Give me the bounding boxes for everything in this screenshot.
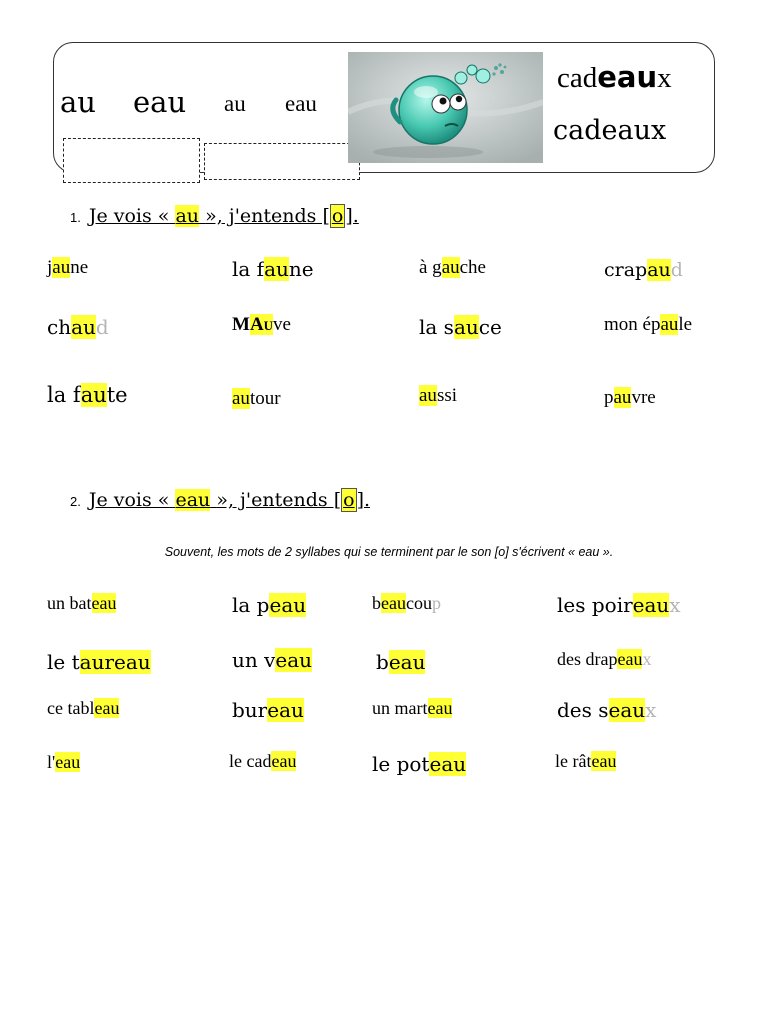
- word-item: [47, 257, 88, 279]
- answer-box-au[interactable]: [63, 138, 200, 183]
- word-item: [419, 315, 502, 339]
- section1-title-mid: », j'entends [: [205, 205, 330, 227]
- word-hl: au: [52, 257, 71, 278]
- word-hl: au: [71, 315, 96, 339]
- section2-title: [70, 489, 370, 511]
- word-hl: au: [80, 383, 107, 407]
- word-pre: à g: [419, 257, 442, 278]
- section1-number: 1.: [70, 210, 81, 225]
- word-post: ce: [478, 315, 502, 339]
- word-hl: au: [441, 257, 460, 278]
- word-pre: bur: [232, 698, 268, 722]
- word-item: [47, 752, 80, 773]
- section2-title-o: o: [343, 489, 355, 511]
- word-item: [419, 385, 457, 407]
- word-hl: eau: [381, 593, 406, 613]
- word-pre: des drap: [557, 649, 618, 669]
- section2-title-post: ].: [356, 489, 371, 511]
- word-hl: eau: [608, 698, 646, 722]
- word-hl: eau: [91, 593, 117, 613]
- word-pre: j: [47, 257, 53, 278]
- word-post: ne: [288, 257, 314, 281]
- word-pre: la s: [419, 315, 454, 339]
- word-hl: eau: [591, 751, 617, 771]
- word-pre: des s: [557, 698, 609, 722]
- word-item: [372, 752, 466, 776]
- word-hl: au: [613, 387, 632, 408]
- cadeaux-top: [557, 60, 672, 95]
- word-item: [47, 315, 109, 339]
- sample-eau-large: eau: [133, 85, 187, 119]
- word-hl: eau: [94, 698, 120, 718]
- word-pre: le pot: [372, 752, 430, 776]
- word-item: [47, 650, 151, 674]
- section2-title-pre: Je vois «: [88, 489, 170, 511]
- word-item: [419, 257, 486, 279]
- word-pre: mon ép: [604, 314, 661, 335]
- word-ghost: x: [669, 593, 681, 617]
- word-hl: eau: [632, 593, 670, 617]
- word-hl: au: [232, 388, 250, 409]
- word-hl: eau: [617, 649, 643, 669]
- word-pre: le cad: [229, 751, 272, 771]
- word-pre: ce tabl: [47, 698, 95, 718]
- word-item: [232, 314, 291, 336]
- word-hl: eau: [271, 751, 297, 771]
- section2-title-mid: », j'entends [: [216, 489, 342, 511]
- section1-title: [70, 205, 359, 227]
- word-hl: eau: [388, 650, 426, 674]
- cadeaux-top-eau: eau: [597, 60, 658, 94]
- word-item: [557, 698, 656, 722]
- section2-number: 2.: [70, 494, 81, 509]
- word-item: [557, 649, 651, 670]
- word-item: [604, 387, 656, 409]
- word-item: [372, 698, 452, 719]
- word-post: che: [459, 257, 486, 278]
- section2-note: Souvent, les mots de 2 syllabes qui se terminent par le son [o] s'écrivent « eau ».: [164, 545, 614, 559]
- word-post: le: [678, 314, 693, 335]
- sample-eau-small: eau: [285, 91, 317, 116]
- word-item: [229, 751, 296, 772]
- word-ghost: d: [670, 259, 683, 281]
- word-pre: un mart: [372, 698, 428, 718]
- word-post: vre: [631, 387, 656, 408]
- word-pre: les poir: [557, 593, 633, 617]
- word-item: [47, 593, 116, 614]
- word-post: tour: [249, 388, 281, 409]
- cadeaux-bottom: cadeaux: [553, 115, 667, 146]
- word-item: [372, 593, 441, 614]
- word-pre: b: [376, 650, 389, 674]
- word-ghost: x: [645, 698, 657, 722]
- word-item: [232, 388, 281, 410]
- word-hl: eau: [267, 698, 304, 722]
- word-pre: le rât: [555, 751, 592, 771]
- word-pre: la p: [232, 593, 270, 617]
- word-item: [555, 751, 616, 772]
- word-hl2: eau: [114, 650, 151, 674]
- cadeaux-top-pre: cad: [557, 62, 598, 94]
- word-hl: eau: [269, 593, 307, 617]
- word-pre: le t: [47, 650, 80, 674]
- word-post: ve: [273, 314, 291, 335]
- word-item: [376, 650, 425, 674]
- word-hl: eau: [427, 698, 453, 718]
- word-pre: la f: [47, 383, 81, 407]
- word-item: [232, 648, 312, 672]
- word-hl: au: [647, 259, 671, 281]
- word-pre: b: [372, 593, 381, 613]
- word-hl: au: [660, 314, 679, 335]
- word-item: [47, 383, 128, 407]
- bubble-character-illustration: [348, 52, 543, 163]
- section1-title-au: au: [175, 205, 200, 227]
- word-post: ssi: [436, 385, 458, 406]
- word-hl: Au: [249, 314, 274, 335]
- word-hl: au: [419, 385, 437, 406]
- word-hl: eau: [275, 648, 313, 672]
- word-ghost: p: [431, 593, 441, 613]
- word-item: [604, 314, 692, 336]
- word-pre: p: [604, 387, 614, 408]
- word-hl: eau: [429, 752, 467, 776]
- word-hl: au: [453, 315, 479, 339]
- word-pre: ch: [47, 315, 72, 339]
- word-pre: la f: [232, 257, 265, 281]
- sample-au-small: au: [224, 91, 246, 116]
- word-item: [232, 593, 306, 617]
- section1-title-post: ].: [345, 205, 359, 227]
- word-ghost: d: [95, 315, 109, 339]
- word-ghost: x: [642, 649, 652, 669]
- word-post: ne: [70, 257, 89, 278]
- word-item: [232, 698, 304, 722]
- word-post: te: [106, 383, 128, 407]
- word-item: [47, 698, 119, 719]
- word-pre: un v: [232, 648, 276, 672]
- word-pre: M: [232, 314, 250, 335]
- section2-title-eau: eau: [175, 489, 211, 511]
- word-hl: aur: [79, 650, 115, 674]
- sample-au-large: au: [60, 85, 96, 119]
- answer-box-eau[interactable]: [204, 143, 360, 180]
- word-pre: crap: [604, 259, 648, 281]
- word-item: [557, 593, 681, 617]
- word-pre: l': [47, 752, 56, 772]
- word-hl: au: [264, 257, 289, 281]
- cadeaux-top-post: x: [657, 62, 672, 94]
- word-hl: eau: [55, 752, 81, 772]
- word-pre: un bat: [47, 593, 92, 613]
- section1-title-pre: Je vois «: [88, 205, 170, 227]
- word-item: [604, 259, 683, 281]
- word-post: cou: [405, 593, 432, 613]
- section1-title-o: o: [331, 205, 344, 227]
- word-item: [232, 257, 314, 281]
